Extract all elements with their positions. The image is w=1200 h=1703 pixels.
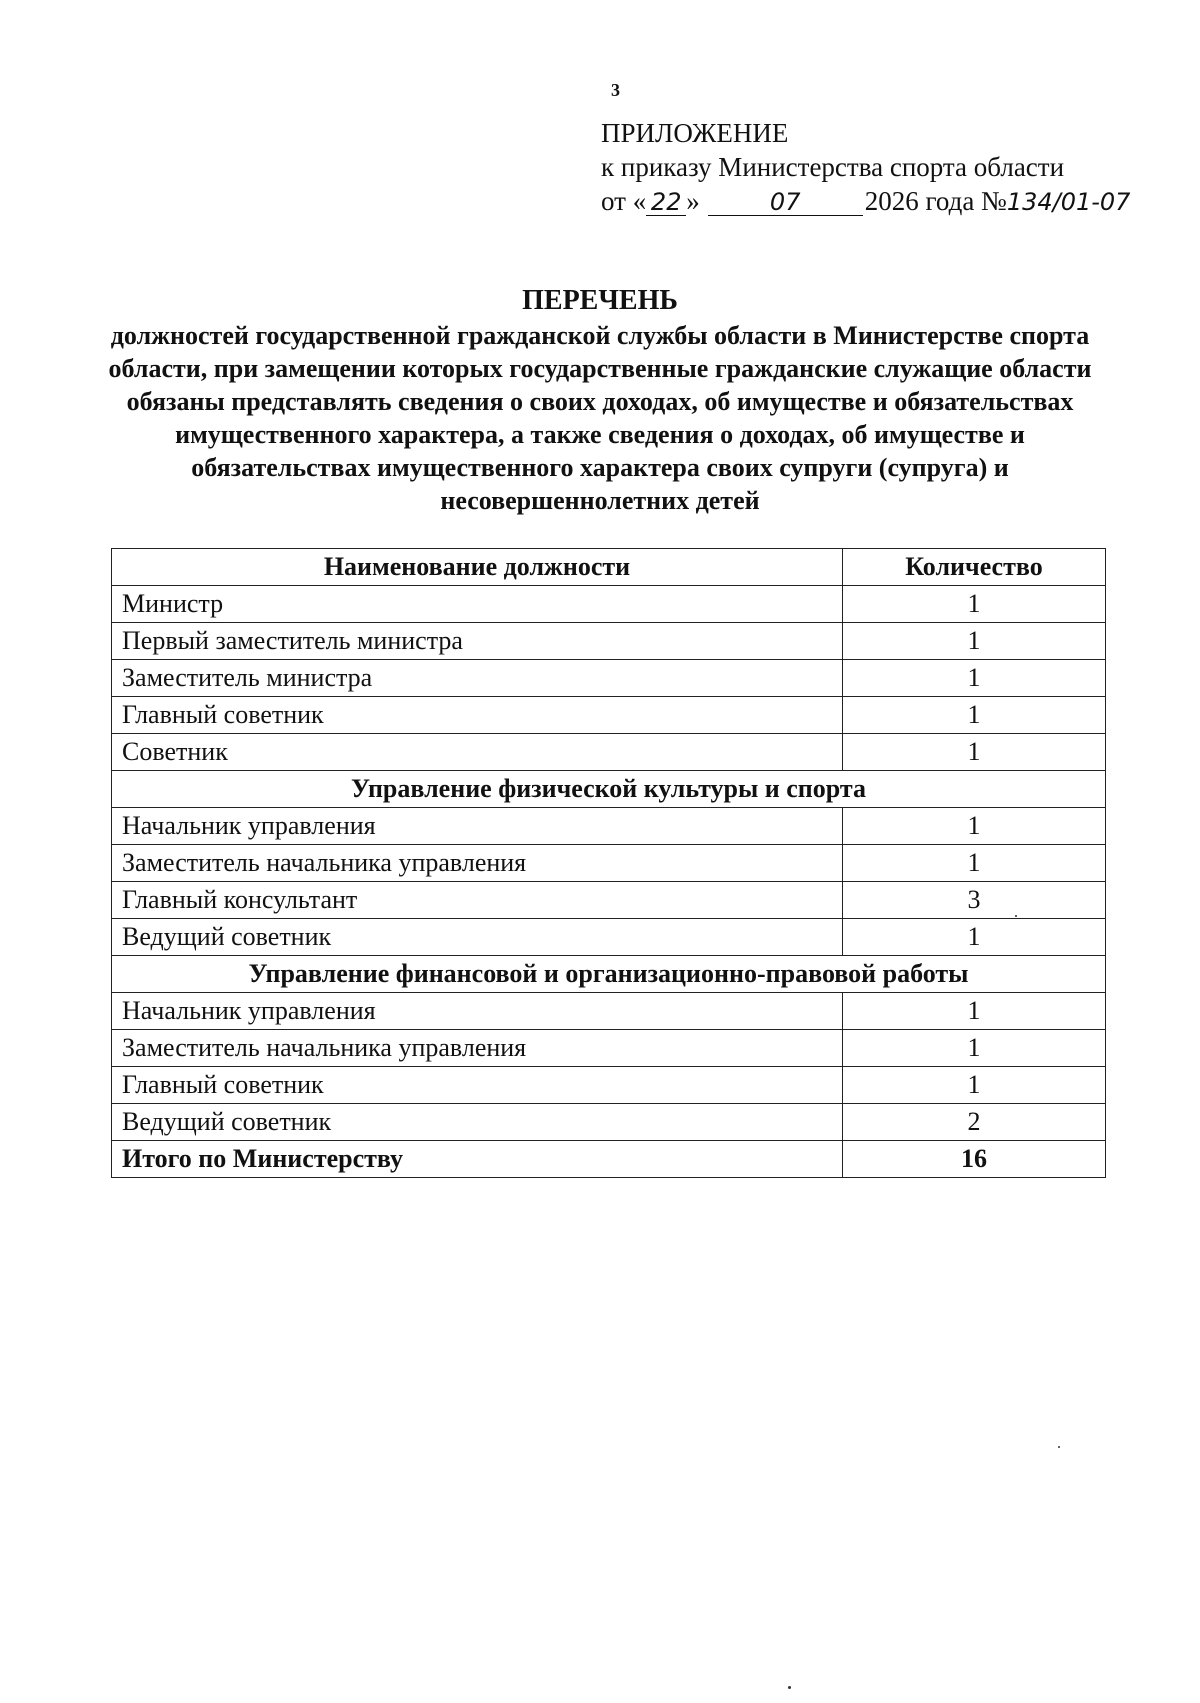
table-row [112,845,1106,882]
section-title-finance: Управление финансовой и организационно-правовой работы [112,956,1106,993]
position-name: Первый заместитель министра [112,623,843,660]
position-name: Ведущий советник [112,919,843,956]
table-row [112,697,1106,734]
appendix-block [601,116,1172,218]
document-subtitle: должностей государственной гражданской службы области в Министерстве спорта области, при замещении которых государственные гражданские служащие области обязаны представлять сведения о своих доходах, об имуществе и обязательствах имущественного характера, а также сведения о доходах, об имуществе и обязательствах имущественного характера своих супруги (супруга) и несовершеннолетних детей [108,321,1092,515]
position-qty: 1 [843,808,1106,845]
position-name: Главный советник [112,1067,843,1104]
positions-table [111,548,1106,1178]
position-name: Заместитель начальника управления [112,845,843,882]
table-row [112,919,1106,956]
position-qty: 1 [843,919,1106,956]
position-qty: 1 [843,845,1106,882]
position-name: Главный консультант [112,882,843,919]
scan-speck [788,1686,791,1689]
total-row [112,1141,1106,1178]
position-name: Заместитель министра [112,660,843,697]
date-prefix: от « [601,186,647,216]
section-row [112,771,1106,808]
document-title-block [100,283,1100,517]
table-header-row [112,549,1106,586]
position-qty: 1 [843,623,1106,660]
table-row [112,623,1106,660]
position-name: Министр [112,586,843,623]
position-qty: 1 [843,734,1106,771]
table-row [112,993,1106,1030]
position-name: Начальник управления [112,993,843,1030]
appendix-date-line [601,184,1172,218]
position-qty: 1 [843,1067,1106,1104]
section-title-sport: Управление физической культуры и спорта [112,771,1106,808]
table-row [112,1104,1106,1141]
position-name: Заместитель начальника управления [112,1030,843,1067]
header-position: Наименование должности [112,549,843,586]
scan-speck [1058,1446,1060,1448]
document-title: ПЕРЕЧЕНЬ [522,285,678,316]
section-row [112,956,1106,993]
position-qty: 1 [843,660,1106,697]
table-row [112,660,1106,697]
table-row [112,882,1106,919]
position-qty: 1 [843,1030,1106,1067]
position-name: Главный советник [112,697,843,734]
handwritten-order-number: 134/01-07 [1006,188,1131,216]
header-quantity: Количество [843,549,1106,586]
position-name: Ведущий советник [112,1104,843,1141]
appendix-heading: ПРИЛОЖЕНИЕ [601,118,789,148]
table-row [112,808,1106,845]
scan-speck [1015,915,1017,917]
handwritten-month: 07 [708,189,863,216]
position-qty: 2 [843,1104,1106,1141]
handwritten-day: 22 [646,189,686,216]
table-row [112,586,1106,623]
position-qty: 1 [843,586,1106,623]
total-qty: 16 [843,1141,1106,1178]
date-mid: » [686,186,700,216]
table-row [112,1067,1106,1104]
position-qty: 3 [843,882,1106,919]
position-qty: 1 [843,697,1106,734]
position-name: Советник [112,734,843,771]
total-label: Итого по Министерству [112,1141,843,1178]
position-name: Начальник управления [112,808,843,845]
page-number: 3 [611,80,620,100]
table-row [112,734,1106,771]
appendix-order-line: к приказу Министерства спорта области [601,152,1065,182]
table-row [112,1030,1106,1067]
position-qty: 1 [843,993,1106,1030]
date-year: 2026 года № [864,186,1007,216]
